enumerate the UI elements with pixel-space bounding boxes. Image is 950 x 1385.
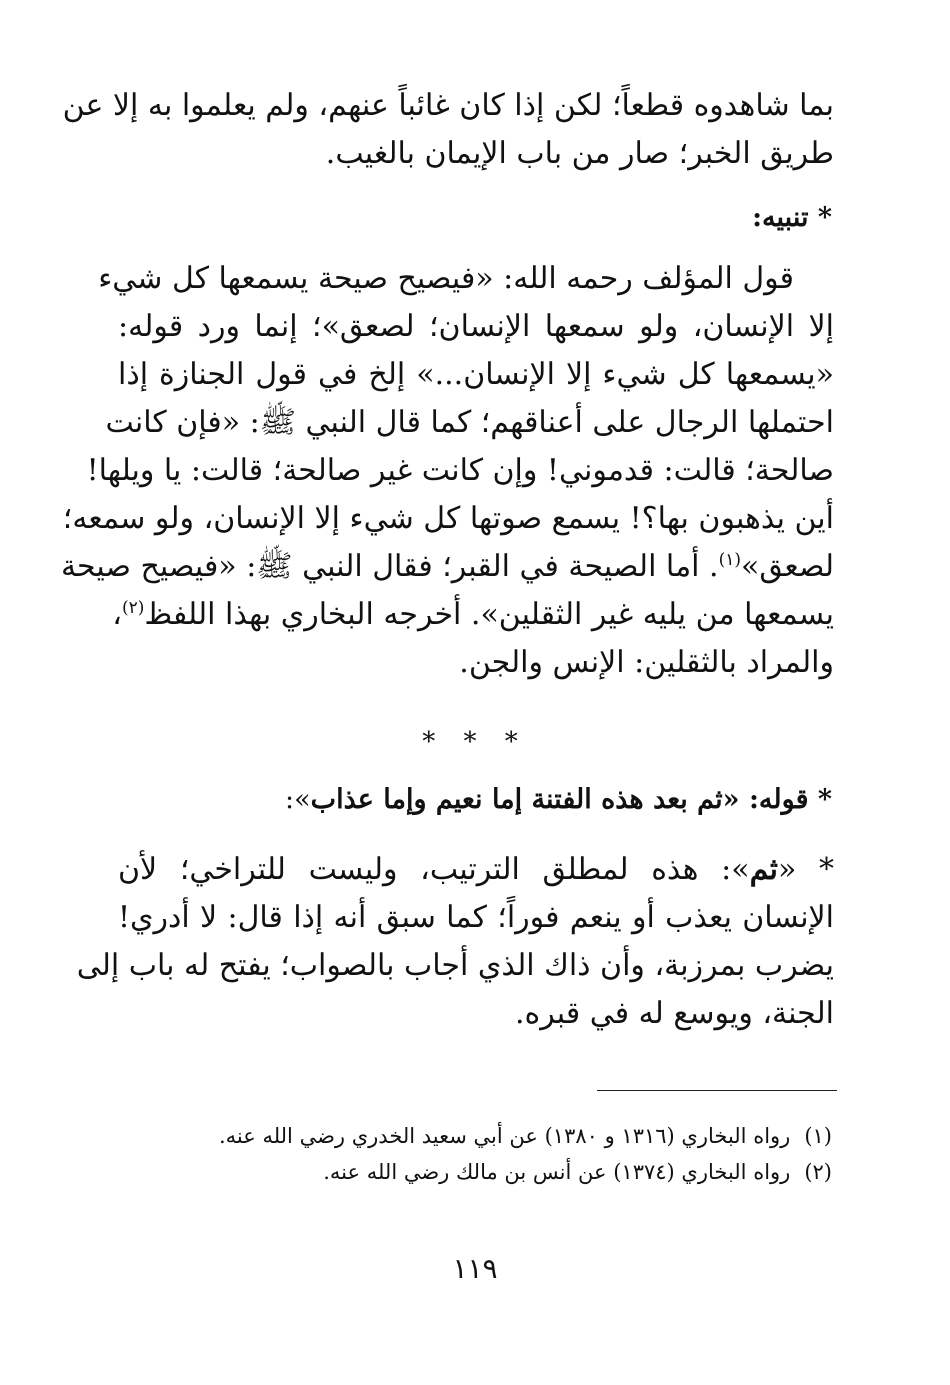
paragraph-3-line-3: يضرب بمرزبة، وأن ذاك الذي أجاب بالصواب؛ يفتح له باب إلى xyxy=(76,948,834,983)
footnote-1-number: (١) xyxy=(804,1124,832,1148)
section-separator: * * * xyxy=(422,727,528,757)
footnote-1-text: رواه البخاري (١٣١٦ و ١٣٨٠) عن أبي سعيد الخدري رضي الله عنه. xyxy=(218,1124,791,1148)
thumma-rest: »: هذه لمطلق الترتيب، وليست للتراخي؛ لأن xyxy=(118,852,750,887)
footnote-divider xyxy=(597,1090,837,1091)
footnote-ref-1: (١) xyxy=(718,550,741,570)
footnote-2 xyxy=(116,1154,832,1190)
paragraph-3-line-1 xyxy=(118,846,834,894)
line-8-text-end: ، xyxy=(112,597,122,632)
line-7-text-start: لصعق» xyxy=(740,549,834,584)
paragraph-1-line-2: طريق الخبر؛ صار من باب الإيمان بالغيب. xyxy=(325,136,834,171)
paragraph-2-line-1: قول المؤلف رحمه الله: «فيصيح صيحة يسمعها كل شيء xyxy=(98,261,794,296)
footnote-ref-2: (٢) xyxy=(121,598,145,618)
footnote-2-text: رواه البخاري (١٣٧٤) عن أنس بن مالك رضي الله عنه. xyxy=(323,1160,791,1184)
thumma-word: ثم xyxy=(749,852,778,887)
tanbih-heading: * تنبيه: xyxy=(752,202,832,233)
thumma-prefix: * « xyxy=(777,852,835,887)
paragraph-3-line-2: الإنسان يعذب أو ينعم فوراً؛ كما سبق أنه إذا قال: لا أدري! xyxy=(118,900,834,935)
paragraph-1-line-1: بما شاهدوه قطعاً؛ لكن إذا كان غائباً عنهم، ولم يعلموا به إلا عن xyxy=(62,88,834,123)
qawluhu-suffix: »: xyxy=(285,784,311,815)
paragraph-2-line-6: أين يذهبون بها؟! يسمع صوتها كل شيء إلا الإنسان، ولو سمعه؛ xyxy=(62,501,834,536)
paragraph-2-line-5: صالحة؛ قالت: قدموني! وإن كانت غير صالحة؛ قالت: يا ويلها! xyxy=(86,453,834,488)
qawluhu-prefix: * قوله: « xyxy=(722,784,832,815)
qawluhu-quote: ثم بعد هذه الفتنة إما نعيم وإما عذاب xyxy=(310,784,723,815)
footnote-1 xyxy=(116,1118,832,1154)
paragraph-3-line-4: الجنة، ويوسع له في قبره. xyxy=(514,996,834,1031)
paragraph-2-line-3: «يسمعها كل شيء إلا الإنسان...» إلخ في قول الجنازة إذا xyxy=(118,357,834,392)
line-8-text-start: يسمعها من يليه غير الثقلين». أخرجه البخاري بهذا اللفظ xyxy=(144,597,834,632)
line-7-text-end: . أما الصيحة في القبر؛ فقال النبي ﷺ: «فيصيح صيحة xyxy=(60,549,719,584)
page-number: ١١٩ xyxy=(452,1252,498,1285)
footnotes xyxy=(116,1118,832,1190)
paragraph-2 xyxy=(60,255,834,687)
footnote-2-number: (٢) xyxy=(804,1160,832,1184)
paragraph-2-line-2: إلا الإنسان، ولو سمعها الإنسان؛ لصعق»؛ إنما ورد قوله: xyxy=(118,309,834,344)
paragraph-1 xyxy=(62,82,834,178)
paragraph-3 xyxy=(76,846,835,1038)
paragraph-2-last-line: والمراد بالثقلين: الإنس والجن. xyxy=(459,645,834,680)
paragraph-2-line-8 xyxy=(112,591,834,639)
paragraph-2-line-7 xyxy=(60,543,834,591)
paragraph-2-line-4: احتملها الرجال على أعناقهم؛ كما قال النبي ﷺ: «فإن كانت xyxy=(105,405,834,440)
qawluhu-heading xyxy=(285,780,832,820)
